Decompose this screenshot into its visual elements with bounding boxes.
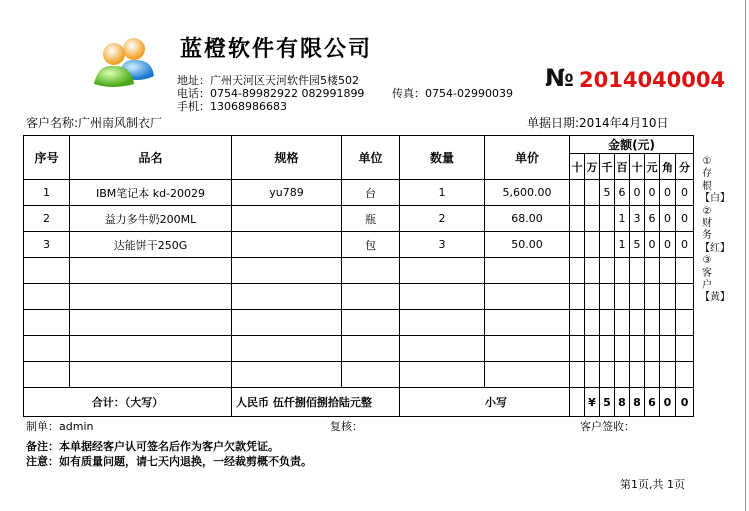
company-mobile: 手机：13068986683 — [177, 100, 287, 113]
cell-price — [485, 310, 570, 336]
table-row — [24, 336, 694, 362]
cell-digit — [630, 336, 645, 362]
total-digit: 8 — [615, 388, 630, 417]
cell-price — [485, 258, 570, 284]
cell-unit — [342, 284, 400, 310]
company-phone: 电话：0754-89982922 082991899 — [177, 87, 365, 100]
cell-unit: 包 — [342, 232, 400, 258]
cell-digit — [660, 336, 676, 362]
cell-digit — [660, 362, 676, 388]
reviewer: 复核： — [330, 420, 363, 433]
cell-no — [24, 336, 70, 362]
company-address: 地址：广州天河区天河软件园5楼502 — [177, 74, 359, 87]
total-digit — [570, 388, 585, 417]
cell-qty — [400, 362, 485, 388]
cell-digit — [600, 336, 615, 362]
cell-digit — [645, 258, 660, 284]
cell-digit — [585, 232, 600, 258]
cell-digit — [676, 336, 694, 362]
copy-distribution-note: ①存根【白】②财务【红】③客户【黄】 — [700, 156, 730, 304]
cell-unit — [342, 336, 400, 362]
cell-digit — [630, 284, 645, 310]
cell-spec — [232, 258, 342, 284]
cell-no: 1 — [24, 180, 70, 206]
cell-name: 益力多牛奶200ML — [70, 206, 232, 232]
doc-number-mark: № — [545, 64, 574, 92]
doc-number: 2014040004 — [579, 68, 726, 92]
header-row — [24, 136, 694, 154]
col-header-price: 单价 — [485, 136, 570, 180]
cell-digit — [676, 258, 694, 284]
cell-no: 3 — [24, 232, 70, 258]
cell-qty: 2 — [400, 206, 485, 232]
col-header-unit: 单位 — [342, 136, 400, 180]
cell-digit: 1 — [615, 232, 630, 258]
total-digit: 5 — [600, 388, 615, 417]
cell-no — [24, 284, 70, 310]
col-header-amount: 金额(元) — [570, 136, 694, 154]
table-row — [24, 258, 694, 284]
cell-no — [24, 362, 70, 388]
cell-digit — [660, 284, 676, 310]
digit-label: 千 — [600, 154, 615, 180]
digit-label: 元 — [645, 154, 660, 180]
total-row — [24, 388, 694, 417]
cell-digit: 0 — [645, 232, 660, 258]
table-row — [24, 180, 694, 206]
digit-label: 角 — [660, 154, 676, 180]
cell-name — [70, 310, 232, 336]
digit-label: 百 — [615, 154, 630, 180]
cell-digit — [570, 362, 585, 388]
total-label: 合计：（大写） — [24, 388, 232, 417]
cell-spec — [232, 310, 342, 336]
cell-no — [24, 258, 70, 284]
total-digit: 8 — [630, 388, 645, 417]
cell-unit — [342, 362, 400, 388]
attention-note: 注意：如有质量问题，请七天内退换，一经裁剪概不负责。 — [26, 455, 312, 468]
cell-spec — [232, 336, 342, 362]
cell-qty — [400, 258, 485, 284]
cell-digit — [585, 180, 600, 206]
cell-digit — [630, 258, 645, 284]
cell-qty: 3 — [400, 232, 485, 258]
cell-qty: 1 — [400, 180, 485, 206]
total-small-label: 小写 — [400, 388, 570, 417]
cell-name: 达能饼干250G — [70, 232, 232, 258]
table-row — [24, 362, 694, 388]
cell-digit — [570, 284, 585, 310]
cell-price: 50.00 — [485, 232, 570, 258]
cell-name — [70, 362, 232, 388]
cell-digit: 6 — [645, 206, 660, 232]
cell-name — [70, 336, 232, 362]
cell-digit — [585, 336, 600, 362]
cell-digit — [570, 206, 585, 232]
cell-price — [485, 284, 570, 310]
total-digit: 6 — [645, 388, 660, 417]
cell-digit — [615, 284, 630, 310]
cell-digit: 0 — [660, 232, 676, 258]
cell-digit — [676, 310, 694, 336]
invoice-table — [23, 135, 694, 417]
cell-qty — [400, 310, 485, 336]
cell-digit — [630, 362, 645, 388]
cell-spec — [232, 362, 342, 388]
cell-digit — [585, 310, 600, 336]
cell-digit — [570, 258, 585, 284]
cell-digit — [676, 284, 694, 310]
table-row — [24, 206, 694, 232]
maker: 制单：admin — [26, 420, 94, 433]
cell-digit — [570, 232, 585, 258]
cell-unit — [342, 258, 400, 284]
cell-digit: 0 — [630, 180, 645, 206]
digit-label: 十 — [630, 154, 645, 180]
total-digit: 0 — [660, 388, 676, 417]
cell-price: 5,600.00 — [485, 180, 570, 206]
table-row — [24, 284, 694, 310]
cell-digit — [615, 258, 630, 284]
cell-digit: 0 — [660, 180, 676, 206]
cell-unit: 台 — [342, 180, 400, 206]
company-logo — [92, 36, 158, 88]
digit-label: 分 — [676, 154, 694, 180]
cell-digit — [585, 284, 600, 310]
cell-digit: 1 — [615, 206, 630, 232]
cell-spec — [232, 284, 342, 310]
cell-digit — [660, 258, 676, 284]
cell-qty — [400, 336, 485, 362]
digit-label: 万 — [585, 154, 600, 180]
total-in-words: 人民币 伍仟捌佰捌拾陆元整 — [232, 388, 400, 417]
cell-qty — [400, 284, 485, 310]
cell-digit — [570, 180, 585, 206]
cell-price: 68.00 — [485, 206, 570, 232]
table-body — [24, 180, 694, 388]
cell-digit — [676, 362, 694, 388]
cell-digit — [585, 258, 600, 284]
cell-digit — [630, 310, 645, 336]
cell-digit: 3 — [630, 206, 645, 232]
cell-digit — [600, 310, 615, 336]
cell-digit — [600, 232, 615, 258]
cell-digit — [570, 310, 585, 336]
customer-name: 客户名称:广州南风制衣厂 — [26, 116, 163, 130]
remark-note: 备注：本单据经客户认可签名后作为客户欠款凭证。 — [26, 440, 279, 453]
cell-digit: 0 — [676, 206, 694, 232]
cell-digit: 6 — [615, 180, 630, 206]
doc-date: 单据日期:2014年4月10日 — [527, 116, 669, 130]
cell-spec: yu789 — [232, 180, 342, 206]
table-row — [24, 232, 694, 258]
cell-name: IBM笔记本 kd-20029 — [70, 180, 232, 206]
cell-digit — [645, 310, 660, 336]
cell-digit — [570, 336, 585, 362]
cell-name — [70, 284, 232, 310]
cell-digit — [645, 284, 660, 310]
customer-sign: 客户签收： — [580, 420, 635, 433]
cell-digit — [615, 310, 630, 336]
cell-digit: 5 — [630, 232, 645, 258]
cell-digit — [585, 362, 600, 388]
col-header-spec: 规格 — [232, 136, 342, 180]
total-digit: ¥ — [585, 388, 600, 417]
cell-spec — [232, 206, 342, 232]
cell-digit — [600, 258, 615, 284]
col-header-name: 品名 — [70, 136, 232, 180]
cell-digit — [615, 362, 630, 388]
cell-digit — [600, 206, 615, 232]
cell-digit — [645, 362, 660, 388]
cell-digit — [585, 206, 600, 232]
cell-unit — [342, 310, 400, 336]
cell-no — [24, 310, 70, 336]
cell-digit: 0 — [676, 232, 694, 258]
page-right-border — [745, 0, 746, 511]
page-indicator: 第1页,共 1页 — [620, 478, 685, 491]
cell-digit — [615, 336, 630, 362]
total-digit: 0 — [676, 388, 694, 417]
cell-digit: 5 — [600, 180, 615, 206]
cell-digit — [600, 362, 615, 388]
cell-price — [485, 362, 570, 388]
cell-name — [70, 258, 232, 284]
table-row — [24, 310, 694, 336]
cell-digit — [645, 336, 660, 362]
cell-spec — [232, 232, 342, 258]
cell-digit: 0 — [645, 180, 660, 206]
cell-digit: 0 — [676, 180, 694, 206]
company-fax: 传真：0754-02990039 — [392, 87, 513, 100]
cell-unit: 瓶 — [342, 206, 400, 232]
company-name: 蓝橙软件有限公司 — [180, 37, 373, 62]
cell-digit: 0 — [660, 206, 676, 232]
cell-no: 2 — [24, 206, 70, 232]
cell-digit — [600, 284, 615, 310]
cell-digit — [660, 310, 676, 336]
col-header-qty: 数量 — [400, 136, 485, 180]
cell-price — [485, 336, 570, 362]
digit-label: 十 — [570, 154, 585, 180]
col-header-no: 序号 — [24, 136, 70, 180]
